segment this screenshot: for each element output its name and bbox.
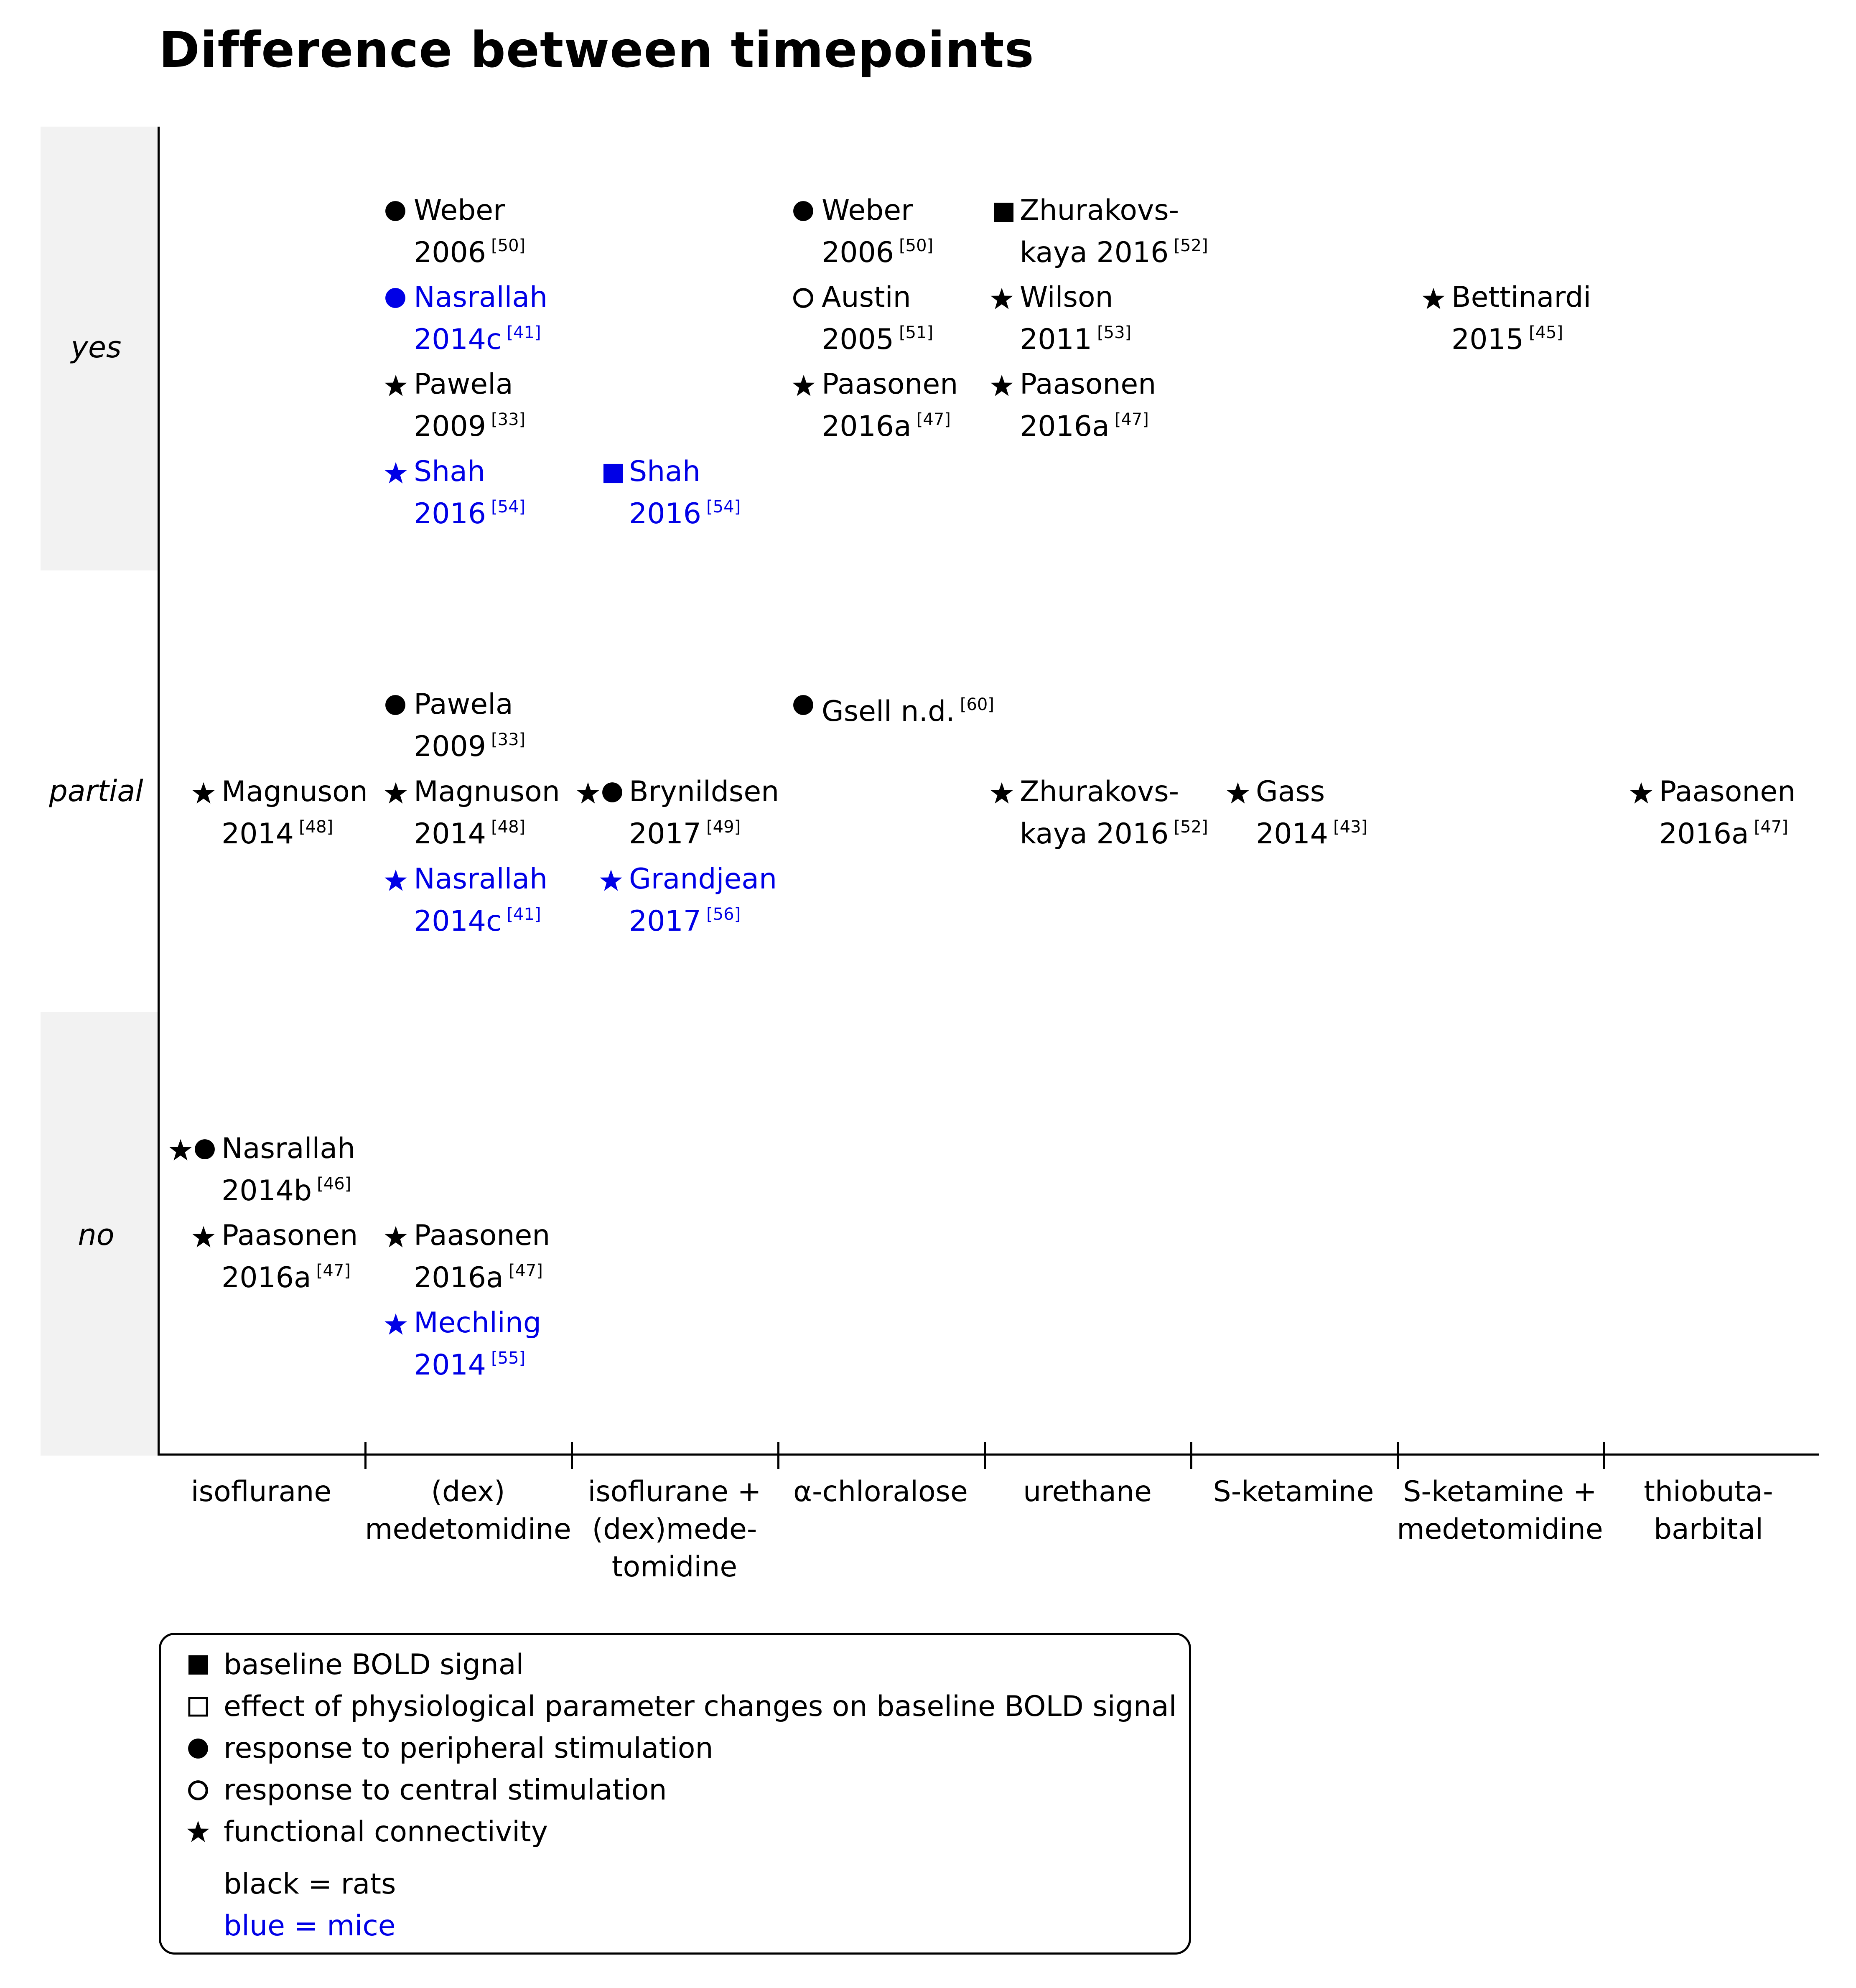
legend-row-baseline: baseline BOLD signal [224,1647,524,1683]
star-icon [191,781,216,806]
legend-row-connectivity: functional connectivity [224,1815,548,1850]
entry-magnuson-2014: Magnuson 2014 [48] [414,774,560,852]
x-tick [984,1442,986,1469]
star-icon [990,374,1014,398]
figure-title: Difference between timepoints [159,21,1034,79]
entry-shah-2016: Shah 2016 [54] [414,454,525,532]
entry-magnuson-2014: Magnuson 2014 [48] [221,774,368,852]
star-icon [1629,781,1653,806]
circle-filled-icon [194,1138,216,1160]
entry-shah-2016: Shah 2016 [54] [629,454,741,532]
column-label-urethane: urethane [1023,1475,1152,1508]
column-label-alpha-chloralose: α-chloralose [793,1475,968,1508]
entry-paasonen-2016a: Paasonen 2016a [47] [822,367,958,444]
legend-row-physio: effect of physiological parameter changes on baseline BOLD signal [224,1689,1177,1724]
entry-nasrallah-2014c: Nasrallah 2014c [41] [414,280,547,357]
entry-pawela-2009: Pawela 2009 [33] [414,687,525,764]
star-icon [792,374,816,398]
entry-zhurakovskaya-2016: Zhurakovs- kaya 2016 [52] [1020,774,1208,852]
column-label-isoflurane: isoflurane [191,1475,332,1508]
entry-pawela-2009: Pawela 2009 [33] [414,367,525,444]
entry-grandjean-2017: Grandjean 2017 [56] [629,862,777,939]
circle-filled-icon [384,200,406,222]
entry-brynildsen-2017: Brynildsen 2017 [49] [629,774,779,852]
star-icon [1421,287,1446,311]
entry-wilson-2011: Wilson 2011 [53] [1020,280,1131,357]
circle-filled-icon [187,1738,209,1759]
square-open-icon [188,1697,208,1717]
legend-row-mice: blue = mice [224,1909,396,1942]
star-icon [599,869,623,893]
star-icon [186,1820,210,1844]
x-tick [777,1442,779,1469]
entry-nasrallah-2014b: Nasrallah 2014b [46] [221,1131,355,1209]
entry-paasonen-2016a: Paasonen 2016a [47] [1659,774,1795,852]
entry-mechling-2014: Mechling 2014 [55] [414,1306,541,1383]
entry-bettinardi-2015: Bettinardi 2015 [45] [1451,280,1591,357]
circle-filled-icon [792,200,814,222]
x-tick [1397,1442,1399,1469]
column-label-s-ketamine-medetomidine: S-ketamine + medetomidine [1397,1475,1603,1546]
entry-nasrallah-2014c: Nasrallah 2014c [41] [414,862,547,939]
star-icon [191,1225,216,1250]
circle-filled-icon [384,694,406,716]
x-axis-line [158,1453,1819,1456]
row-label-no: no [78,1218,115,1252]
entry-gass-2014: Gass 2014 [43] [1256,774,1367,852]
star-icon [990,287,1014,311]
star-icon [384,781,408,806]
star-icon [990,781,1014,806]
circle-filled-icon [384,287,406,309]
legend-row-rats: black = rats [224,1868,396,1901]
circle-open-icon [187,1779,209,1801]
y-axis-line [158,127,160,1456]
column-label-dex-medetomidine: (dex) medetomidine [365,1475,571,1546]
x-tick [1603,1442,1605,1469]
star-icon [384,374,408,398]
star-icon [1226,781,1250,806]
x-tick [571,1442,573,1469]
column-label-thiobutabarbital: thiobuta- barbital [1644,1475,1773,1546]
entry-paasonen-2016a: Paasonen 2016a [47] [221,1218,358,1296]
column-label-isoflurane-dex-medetomidine: isoflurane + (dex)mede- tomidine [588,1475,761,1583]
row-label-yes: yes [71,330,122,364]
star-icon [384,869,408,893]
star-icon [384,1225,408,1250]
x-tick [364,1442,367,1469]
entry-weber-2006: Weber 2006 [50] [414,193,525,270]
legend-row-peripheral: response to peripheral stimulation [224,1731,713,1766]
entry-weber-2006: Weber 2006 [50] [822,193,933,270]
star-icon [576,781,600,806]
star-icon [384,1313,408,1337]
star-icon [168,1138,193,1163]
square-filled-icon [188,1655,208,1675]
row-label-partial: partial [49,774,143,808]
square-filled-icon [603,463,623,484]
star-icon [384,461,408,486]
circle-filled-icon [601,781,623,803]
entry-paasonen-2016a: Paasonen 2016a [47] [414,1218,550,1296]
column-label-s-ketamine: S-ketamine [1213,1475,1374,1508]
circle-open-icon [792,287,814,309]
entry-zhurakovskaya-2016: Zhurakovs- kaya 2016 [52] [1020,193,1208,270]
entry-austin-2005: Austin 2005 [51] [822,280,933,357]
x-tick [1190,1442,1192,1469]
square-filled-icon [994,202,1014,222]
entry-paasonen-2016a: Paasonen 2016a [47] [1020,367,1156,444]
legend-row-central: response to central stimulation [224,1773,667,1808]
legend-box [159,1633,1191,1955]
entry-gsell-nd: Gsell n.d. [60] [822,687,994,729]
circle-filled-icon [792,694,814,716]
